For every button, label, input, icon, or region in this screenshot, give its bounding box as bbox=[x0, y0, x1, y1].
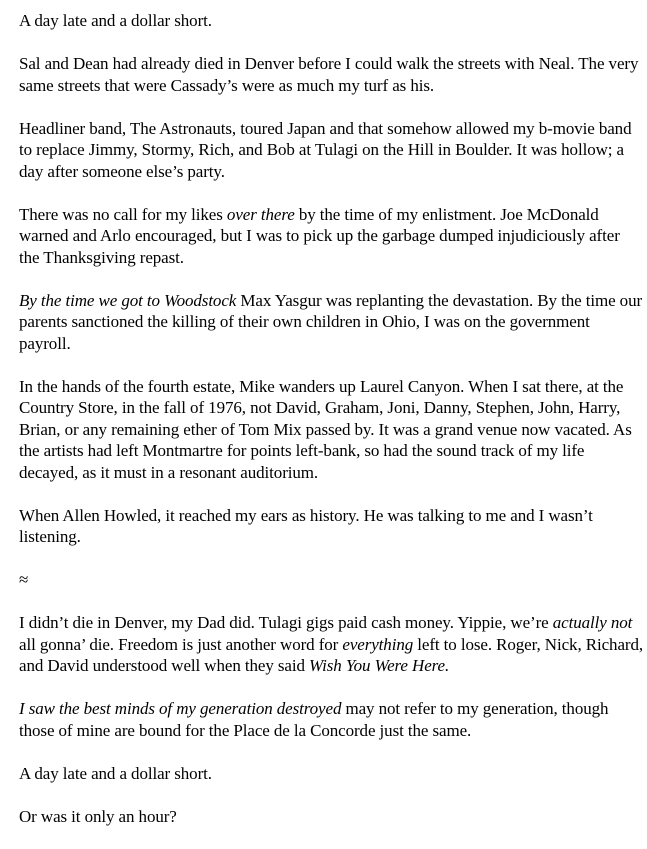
text-segment: I didn’t die in Denver, my Dad did. Tulagi gigs paid cash money. Yippie, we’re bbox=[19, 613, 553, 632]
paragraph-final-question: Or was it only an hour? bbox=[19, 806, 177, 826]
paragraph-woodstock bbox=[19, 290, 643, 355]
paragraph-headliner-band: Headliner band, The Astronauts, toured Japan and that somehow allowed my b-movie band to replace Jimmy, Stormy, Rich, and Bob at Tulagi on the Hill in Boulder. It was hollow; a day after someone else’s party. bbox=[19, 118, 632, 181]
italic-segment: Wish You Were Here. bbox=[309, 656, 450, 675]
paragraph-best-minds bbox=[19, 698, 643, 741]
document-body bbox=[19, 10, 643, 827]
paragraph-allen-howled: When Allen Howled, it reached my ears as history. He was talking to me and I wasn’t listening. bbox=[19, 505, 593, 546]
text-segment: left to lose. Roger, Nick, Richard, and David understood well when they said bbox=[19, 634, 644, 675]
text-segment: by the time of my enlistment. Joe McDonald warned and Arlo encouraged, but I was to pick up the garbage dumped injudiciously after the Thanksgiving repast. bbox=[19, 204, 620, 267]
italic-segment: everything bbox=[342, 634, 414, 654]
italic-segment: actually not bbox=[552, 613, 633, 632]
paragraph-denver: Sal and Dean had already died in Denver before I could walk the streets with Neal. The very same streets that were Cassady’s were as much my turf as his. bbox=[19, 54, 639, 95]
section-separator: ≈ bbox=[19, 570, 29, 589]
paragraph-enlistment bbox=[19, 204, 643, 269]
text-segment: may not refer to my generation, though those of mine are bound for the Place de la Concorde just the same. bbox=[19, 699, 609, 740]
text-segment: There was no call for my likes bbox=[19, 204, 227, 224]
paragraph-closing-refrain: A day late and a dollar short. bbox=[19, 763, 212, 783]
paragraph-laurel-canyon: In the hands of the fourth estate, Mike wanders up Laurel Canyon. When I sat there, at the Country Store, in the fall of 1976, not David, Graham, Joni, Danny, Stephen, John, Harry, Brian, or any remaining ether of Tom Mix passed by. It was a grand venue now vacated. As the artists had left Montmartre for points left-bank, so had the sound track of my life decayed, as it must in a resonant auditorium. bbox=[19, 376, 632, 482]
text-segment: Max Yasgur was replanting the devastation. By the time our parents sanctioned the killing of their own children in Ohio, I was on the government payroll. bbox=[19, 290, 643, 353]
italic-segment: By the time we got to Woodstock bbox=[19, 290, 237, 310]
italic-segment: I saw the best minds of my generation destroyed bbox=[19, 699, 342, 718]
italic-segment: over there bbox=[226, 204, 295, 224]
text-segment: all gonna’ die. Freedom is just another word for bbox=[19, 634, 343, 654]
paragraph-denver-dad bbox=[19, 612, 643, 677]
paragraph-opening: A day late and a dollar short. bbox=[19, 11, 212, 30]
